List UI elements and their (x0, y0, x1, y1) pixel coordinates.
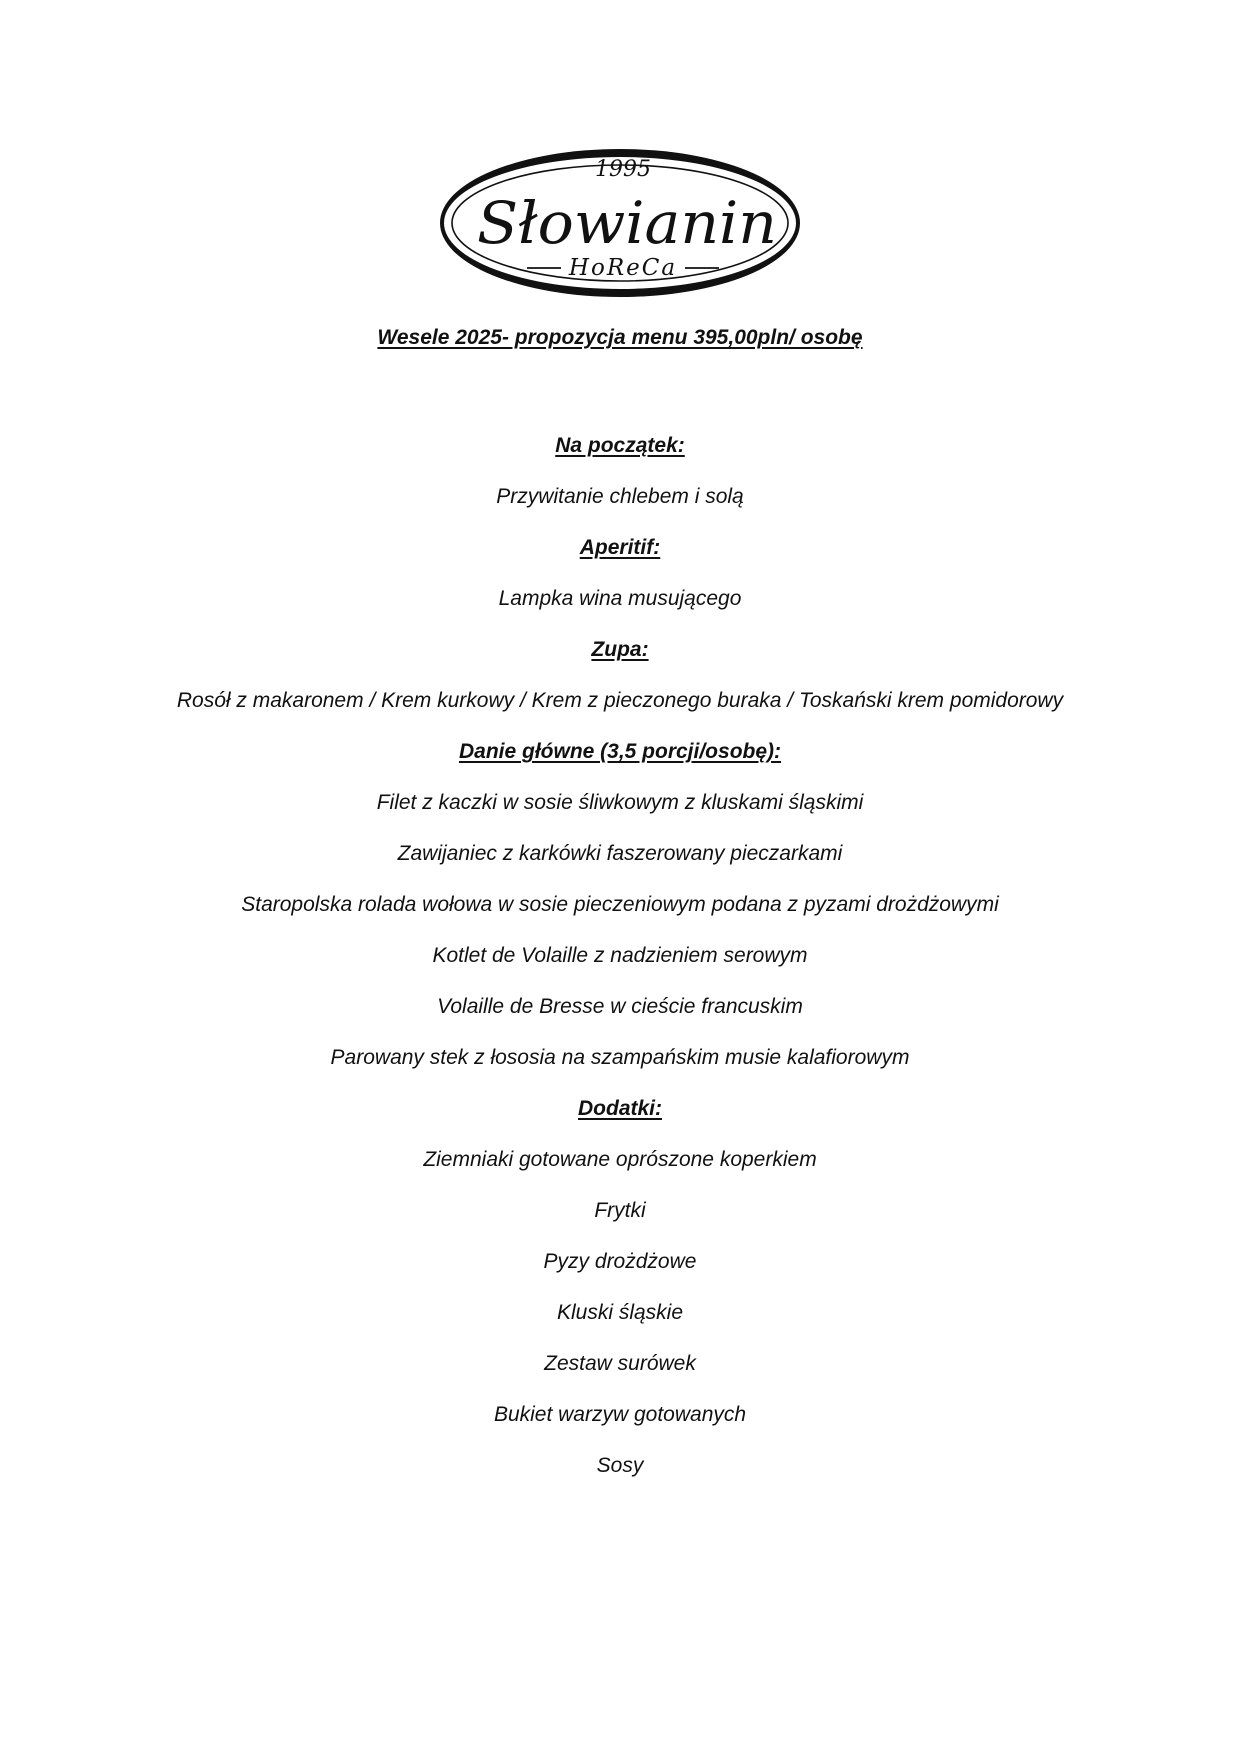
logo (437, 143, 803, 303)
menu-item: Zawijaniec z karkówki faszerowany pieczarkami (397, 842, 843, 865)
menu-item: Zestaw surówek (544, 1352, 696, 1375)
menu-item: Bukiet warzyw gotowanych (493, 1403, 747, 1426)
menu-item: Przywitanie chlebem i solą (496, 485, 744, 508)
logo-tagline: HoReCa (568, 255, 678, 281)
menu-item: Pyzy drożdżowe (543, 1250, 697, 1273)
menu-item: Frytki (594, 1199, 646, 1222)
menu-item: Sosy (596, 1454, 644, 1477)
logo-year: 1995 (595, 157, 651, 182)
section-heading-soup: Zupa: (591, 638, 649, 661)
section-heading-aperitif: Aperitif: (579, 536, 661, 559)
menu-item: Staropolska rolada wołowa w sosie pieczeniowym podana z pyzami drożdżowymi (241, 893, 999, 916)
menu-item: Ziemniaki gotowane oprószone koperkiem (423, 1148, 817, 1171)
menu-item: Kluski śląskie (556, 1301, 684, 1324)
menu-item: Rosół z makaronem / Krem kurkowy / Krem z pieczonego buraka / Toskański krem pomidorowy (176, 689, 1064, 712)
menu-item: Filet z kaczki w sosie śliwkowym z kluskami śląskimi (376, 791, 864, 814)
menu-item: Lampka wina musującego (498, 587, 742, 610)
section-heading-start: Na początek: (555, 434, 685, 457)
section-heading-sides: Dodatki: (578, 1097, 662, 1120)
page-title: Wesele 2025- propozycja menu 395,00pln/ osobę (377, 326, 863, 349)
section-heading-main: Danie główne (3,5 porcji/osobę): (458, 740, 782, 763)
menu-item: Kotlet de Volaille z nadzieniem serowym (432, 944, 808, 967)
menu-item: Parowany stek z łososia na szampańskim musie kalafiorowym (330, 1046, 910, 1069)
logo-name: Słowianin (477, 189, 777, 257)
menu-item: Volaille de Bresse w cieście francuskim (437, 995, 803, 1018)
logo-emblem (437, 143, 803, 303)
